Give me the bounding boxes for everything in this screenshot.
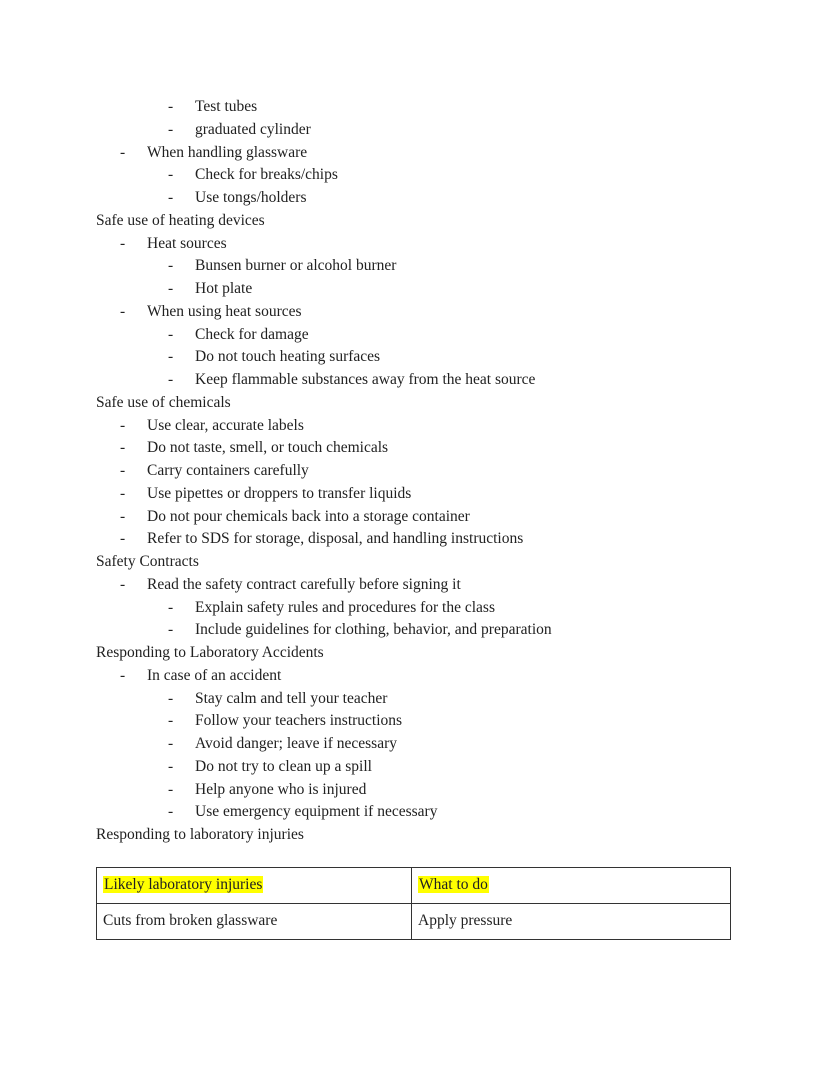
outline-bullet-item [168,710,732,733]
bullet-dash: - [120,575,126,593]
outline-bullet-item [168,779,732,802]
highlighted-cell-text: Likely laboratory injuries [104,875,263,893]
outline-bullet-item [120,437,732,460]
outline-item-text: Check for damage [195,325,309,343]
outline-item-text: Do not pour chemicals back into a storage container [147,507,470,525]
bullet-dash: - [168,257,174,275]
outline-bullet-item [168,369,732,392]
injury-table-body [97,867,731,939]
outline-list [96,96,732,847]
outline-item-text: Do not taste, smell, or touch chemicals [147,439,389,457]
outline-bullet-item [168,733,732,756]
bullet-dash: - [120,416,126,434]
outline-item-text: Refer to SDS for storage, disposal, and handling instructions [147,530,524,548]
bullet-dash: - [120,507,126,525]
outline-item-text: When using heat sources [147,302,302,320]
bullet-dash: - [120,462,126,479]
outline-bullet-item [168,96,732,119]
bullet-dash: - [120,484,126,502]
outline-item-text: Heat sources [147,234,227,252]
outline-bullet-item [168,278,732,301]
outline-bullet-item [120,460,732,483]
outline-item-text: Include guidelines for clothing, behavior, and preparation [195,621,552,639]
outline-item-text: Responding to Laboratory Accidents [96,644,324,661]
bullet-dash: - [168,166,174,184]
bullet-dash: - [168,120,174,138]
outline-bullet-item [168,597,732,620]
outline-item-text: Safe use of chemicals [96,393,231,411]
bullet-dash: - [168,189,174,206]
outline-item-text: Use pipettes or droppers to transfer liquids [147,484,412,502]
outline-item-text: Use clear, accurate labels [147,416,304,434]
table-cell [412,867,731,903]
outline-item-text: Safety Contracts [96,553,199,570]
outline-item-text: Safe use of heating devices [96,211,265,229]
outline-heading [96,210,732,233]
outline-heading [96,392,732,415]
bullet-dash: - [168,621,174,639]
outline-item-text: Keep flammable substances away from the heat source [195,371,536,388]
outline-item-text: Hot plate [195,280,253,297]
bullet-dash: - [168,803,174,821]
cell-text: Cuts from broken glassware [103,911,278,929]
outline-heading [96,551,732,574]
injury-table-data-row [97,903,731,939]
outline-item-text: Carry containers carefully [147,462,309,479]
outline-item-text: Use emergency equipment if necessary [195,803,438,821]
outline-item-text: Do not touch heating surfaces [195,348,381,366]
outline-bullet-item [120,665,732,688]
outline-bullet-item [168,324,732,347]
outline-item-text: Responding to laboratory injuries [96,826,304,843]
outline-bullet-item [168,119,732,142]
cell-text: Apply pressure [418,911,513,929]
outline-item-text: In case of an accident [147,666,282,684]
outline-bullet-item [120,574,732,597]
outline-item-text: Check for breaks/chips [195,166,338,184]
outline-item-text: graduated cylinder [195,120,311,138]
bullet-dash: - [168,325,174,343]
outline-item-text: Explain safety rules and procedures for the class [195,598,495,616]
outline-item-text: Do not try to clean up a spill [195,757,372,775]
injury-table-header-row [97,867,731,903]
document-content [96,96,732,940]
table-cell [97,867,412,903]
outline-heading [96,824,732,847]
outline-bullet-item [168,164,732,187]
outline-bullet-item [120,506,732,529]
bullet-dash: - [168,348,174,366]
outline-item-text: Follow your teachers instructions [195,712,403,730]
outline-bullet-item [168,619,732,642]
outline-bullet-item [168,801,732,824]
outline-item-text: Avoid danger; leave if necessary [195,735,397,752]
highlighted-cell-text: What to do [419,875,488,893]
bullet-dash: - [168,735,174,752]
bullet-dash: - [120,302,126,320]
bullet-dash: - [168,371,174,388]
outline-item-text: Bunsen burner or alcohol burner [195,257,397,275]
outline-item-text: When handling glassware [147,143,308,161]
table-cell [412,903,731,939]
outline-bullet-item [120,483,732,506]
outline-bullet-item [168,187,732,210]
bullet-dash: - [168,598,174,616]
outline-item-text: Use tongs/holders [195,189,307,206]
outline-bullet-item [168,255,732,278]
bullet-dash: - [120,530,126,548]
bullet-dash: - [120,666,126,684]
outline-bullet-item [168,688,732,711]
bullet-dash: - [168,689,174,707]
outline-heading [96,642,732,665]
bullet-dash: - [120,143,126,161]
bullet-dash: - [168,98,174,115]
bullet-dash: - [168,280,174,297]
bullet-dash: - [168,757,174,775]
outline-bullet-item [120,301,732,324]
outline-bullet-item [120,233,732,256]
outline-bullet-item [120,142,732,165]
outline-item-text: Stay calm and tell your teacher [195,689,388,707]
outline-bullet-item [168,756,732,779]
outline-item-text: Read the safety contract carefully before signing it [147,575,461,593]
bullet-dash: - [120,234,126,252]
outline-item-text: Test tubes [195,98,258,115]
outline-bullet-item [168,346,732,369]
table-cell [97,903,412,939]
outline-item-text: Help anyone who is injured [195,780,367,798]
bullet-dash: - [168,712,174,730]
outline-bullet-item [120,528,732,551]
bullet-dash: - [120,439,126,457]
outline-bullet-item [120,415,732,438]
injury-table [96,867,731,940]
bullet-dash: - [168,780,174,798]
